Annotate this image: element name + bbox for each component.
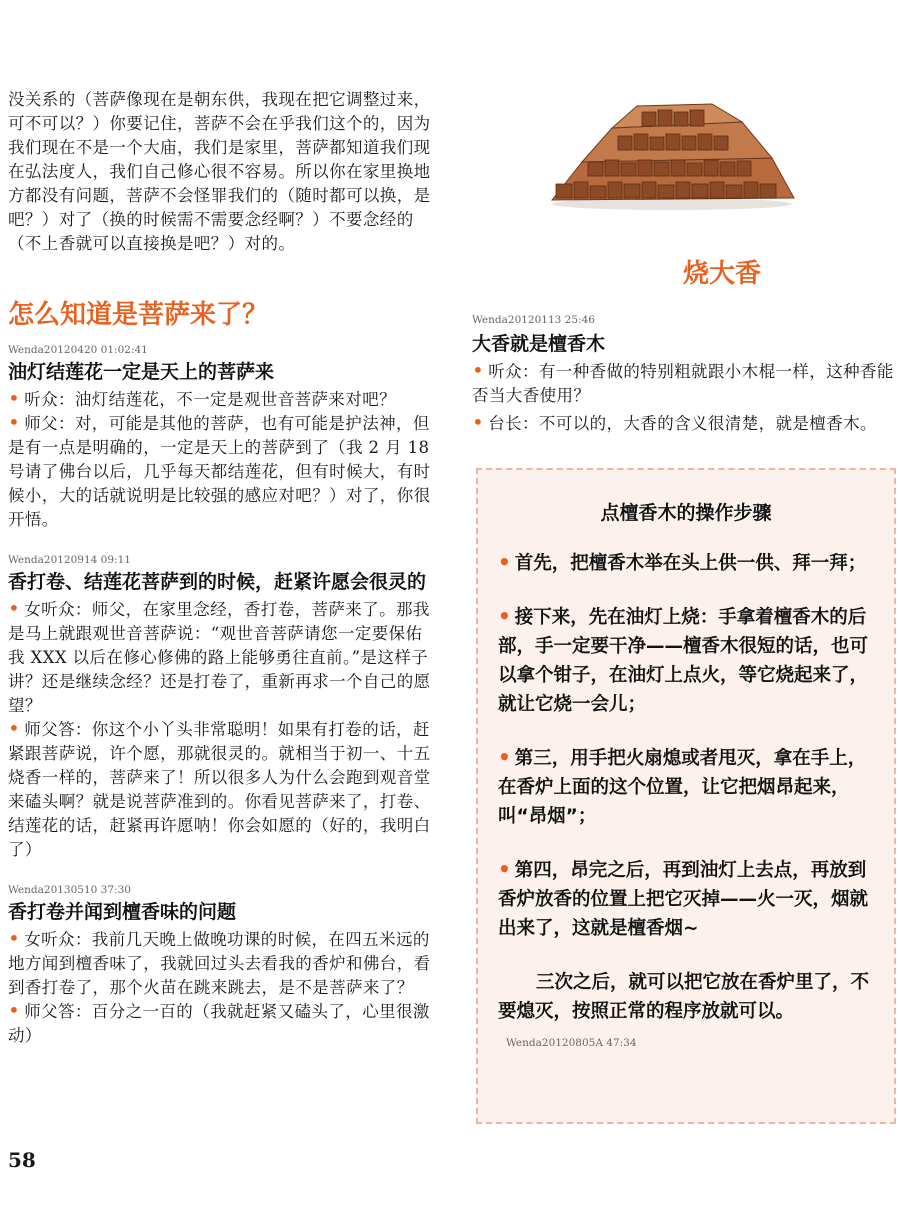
list-item: • 女听众：我前几天晚上做晚功课的时候，在四五米远的地方闻到檀香味了，我就回过头去看我的香炉和佛台，看到香打卷了，那个火苗在跳来跳去，是不是菩萨来了？ (8, 926, 431, 997)
timestamp: Wenda20130510 37:30 (8, 884, 131, 896)
list-item: • 女听众：师父，在家里念经，香打卷，菩萨来了。那我是马上就跟观世音菩萨说：“观世音菩萨请您一定要保佑我 XXX 以后在修心修佛的路上能够勇往直前。”是这样子讲？还是继续念经？还是打卷了，重新再求一个自己的愿望？ (8, 596, 431, 715)
bullet-icon: • (498, 604, 511, 628)
question-title: 油灯结莲花一定是天上的菩萨来 (8, 361, 275, 383)
section-heading: 怎么知道是菩萨来了？ (8, 300, 269, 330)
list-item: • 台长：不可以的，大香的含义很清楚，就是檀香木。 (472, 410, 877, 434)
step-item: • 接下来，先在油灯上烧：手拿着檀香木的后部，手一定要干净——檀香木很短的话，也可以拿个钳子，在油灯上点火，等它烧起来了，就让它烧一会儿； (498, 604, 869, 715)
left-column (8, 88, 436, 1048)
steps-box (476, 468, 896, 1124)
question-title: 香打卷、结莲花菩萨到的时候，赶紧许愿会很灵的 (8, 571, 427, 593)
final-note: 三次之后，就可以把它放在香炉里了，不要熄灭，按照正常的程序放就可以。Wenda20120805A 47:34 (498, 972, 870, 1049)
bullet-icon: • (8, 926, 21, 950)
bullet-icon: • (498, 857, 511, 881)
step-item: • 第三，用手把火扇熄或者甩灭，拿在手上，在香炉上面的这个位置，让它把烟昂起来，叫“昂烟”； (498, 745, 867, 827)
steps-title: 点檀香木的操作步骤 (600, 502, 772, 524)
intro-paragraph: 没关系的（菩萨像现在是朝东供，我现在把它调整过来，可不可以？）你要记住，菩萨不会在乎我们这个的，因为我们现在不是一个大庙，我们是家里，菩萨都知道我们现在弘法度人，我们自己修心很不容易。所以你在家里换地方都没有问题，菩萨不会怪罪我们的（随时都可以换，是吧？）对了（换的时候需不需要念经啊？）不要念经的（不上香就可以直接换是吧？）对的。 (8, 90, 431, 253)
step-item: • 首先，把檀香木举在头上供一供、拜一拜； (498, 550, 867, 574)
page-number: 58 (8, 1148, 36, 1172)
list-item: • 师父答：你这个小丫头非常聪明！如果有打卷的话，赶紧跟菩萨说，许个愿，那就很灵的。就相当于初一、十五烧香一样的，菩萨来了！所以很多人为什么会跑到观音堂来磕头啊？就是说菩萨准到的。你看见菩萨来了，打卷、结莲花的话，赶紧再许愿呐！你会如愿的（好的，我明白了） (8, 716, 431, 859)
question-title: 香打卷并闻到檀香味的问题 (8, 901, 237, 923)
question-title: 大香就是檀香木 (472, 333, 606, 355)
sandalwood-image (542, 92, 802, 212)
timestamp: Wenda20120805A 47:34 (506, 1037, 637, 1049)
bullet-icon: • (8, 998, 21, 1022)
burn-incense-title: 烧大香 (682, 259, 761, 289)
bullet-icon: • (8, 410, 21, 434)
timestamp: Wenda20120113 25:46 (472, 314, 595, 326)
list-item: • 听众：油灯结莲花，不一定是观世音菩萨来对吧？ (8, 386, 397, 410)
step-item: • 第四，昂完之后，再到油灯上去点，再放到香炉放香的位置上把它灭掉——火一灭，烟就出来了，这就是檀香烟~ (498, 857, 869, 939)
timestamp: Wenda20120914 09:11 (8, 554, 131, 566)
bullet-icon: • (472, 358, 485, 382)
bullet-icon: • (472, 410, 485, 434)
bullet-icon: • (8, 716, 21, 740)
qa-block (472, 326, 900, 436)
list-item: • 师父答：百分之一百的（我就赶紧又磕头了，心里很激动） (8, 998, 430, 1045)
list-item: • 师父：对，可能是其他的菩萨，也有可能是护法神，但是有一点是明确的，一定是天上的菩萨到了（我 2 月 18 号请了佛台以后，几乎每天都结莲花，但有时候大，有时候小，大的话就说明是比较强的感应对吧？）对了，你很开悟。 (8, 410, 431, 529)
bullet-icon: • (498, 745, 511, 769)
timestamp: Wenda20120420 01:02:41 (8, 344, 148, 356)
bullet-icon: • (498, 550, 511, 574)
list-item: • 听众：有一种香做的特别粗就跟小木棍一样，这种香能否当大香使用？ (472, 358, 894, 405)
bullet-icon: • (8, 386, 21, 410)
bullet-icon: • (8, 596, 21, 620)
